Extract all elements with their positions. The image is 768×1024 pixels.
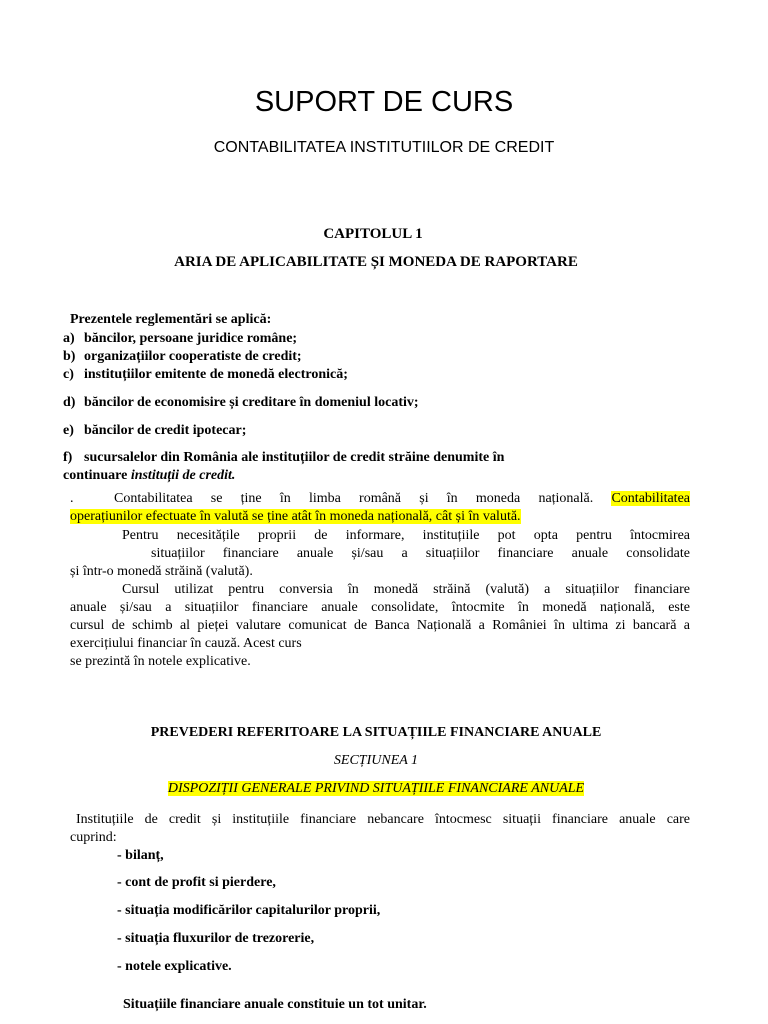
paragraph-line: cuprind:: [70, 830, 117, 845]
highlighted-text: Contabilitatea: [611, 491, 690, 506]
list-item: [63, 450, 504, 466]
list-text: băncilor de credit ipotecar;: [84, 423, 247, 438]
list-item: [63, 395, 419, 411]
list-item: [63, 349, 302, 365]
paragraph-line: cursul de schimb al pieței valutare comunicat de Banca Națională a României în ultima zi bancară a: [70, 618, 690, 633]
list-item: - situația fluxurilor de trezorerie,: [117, 931, 315, 946]
highlighted-text: operațiunilor efectuate în valută se ține atât în moneda națională, cât și în valută.: [70, 509, 521, 524]
list-marker: a): [63, 331, 75, 346]
document-title: SUPORT DE CURS: [254, 86, 514, 118]
paragraph-line: anuale și/sau a situațiilor financiare anuale consolidate, întocmite în monedă națională, este: [70, 600, 690, 615]
paragraph-line: se prezintă în notele explicative.: [70, 654, 251, 669]
list-text: organizațiilor cooperatiste de credit;: [84, 349, 302, 364]
paragraph-text: Contabilitatea se ține în limba română și în moneda națională.: [114, 491, 594, 506]
list-item: - notele explicative.: [117, 959, 232, 974]
section-title: [0, 781, 752, 797]
closing-statement: Situațiile financiare anuale constituie un tot unitar.: [123, 997, 427, 1012]
paragraph-line: Cursul utilizat pentru conversia în monedă străină (valută) a situațiilor financiare: [122, 582, 690, 597]
chapter-title: ARIA DE APLICABILITATE ȘI MONEDA DE RAPORTARE: [174, 254, 578, 270]
document-subtitle: CONTABILITATEA INSTITUTIILOR DE CREDIT: [213, 139, 555, 156]
list-marker: f): [63, 450, 73, 465]
list-item: - situația modificărilor capitalurilor proprii,: [117, 903, 381, 918]
paragraph-line: [70, 490, 690, 509]
list-marker: b): [63, 349, 76, 364]
list-item: - cont de profit si pierdere,: [117, 875, 276, 890]
list-marker: c): [63, 367, 74, 382]
list-text: băncilor, persoane juridice române;: [84, 331, 298, 346]
list-marker: e): [63, 423, 74, 438]
list-marker: d): [63, 395, 76, 410]
paragraph-line: și într-o monedă străină (valută).: [70, 564, 253, 579]
paragraph-line: Pentru necesitățile proprii de informare, instituțiile pot opta pentru întocmirea: [122, 528, 690, 543]
paragraph-line: [70, 508, 690, 527]
list-item: [63, 331, 297, 347]
paragraph-line: situațiilor financiare anuale și/sau a situațiilor financiare anuale consolidate: [151, 546, 690, 561]
chapter-label: CAPITOLUL 1: [323, 226, 423, 242]
paragraph-line: exercițiului financiar în cauză. Acest curs: [70, 636, 302, 651]
list-text: sucursalelor din România ale instituțiilor de credit străine denumite în: [84, 450, 505, 465]
emphasis-text: instituții de credit.: [130, 468, 236, 483]
section-heading: PREVEDERI REFERITOARE LA SITUAȚIILE FINANCIARE ANUALE: [150, 725, 602, 740]
continuation-text: continuare: [63, 468, 128, 483]
paragraph-marker: .: [70, 491, 74, 506]
list-item: [63, 367, 348, 383]
list-item-continuation: [63, 468, 235, 484]
list-item: - bilanț,: [117, 848, 164, 863]
list-text: băncilor de economisire și creditare în domeniul locativ;: [84, 395, 419, 410]
highlighted-text: DISPOZIȚII GENERALE PRIVIND SITUAȚIILE FINANCIARE ANUALE: [167, 781, 585, 796]
list-text: instituțiilor emitente de monedă electronică;: [84, 367, 348, 382]
section-number: SECȚIUNEA 1: [333, 753, 419, 768]
scope-intro: Prezentele reglementări se aplică:: [70, 312, 272, 327]
paragraph-line: Instituțiile de credit și instituțiile financiare nebancare întocmesc situații financiare anuale care: [76, 812, 690, 827]
list-item: [63, 423, 246, 439]
